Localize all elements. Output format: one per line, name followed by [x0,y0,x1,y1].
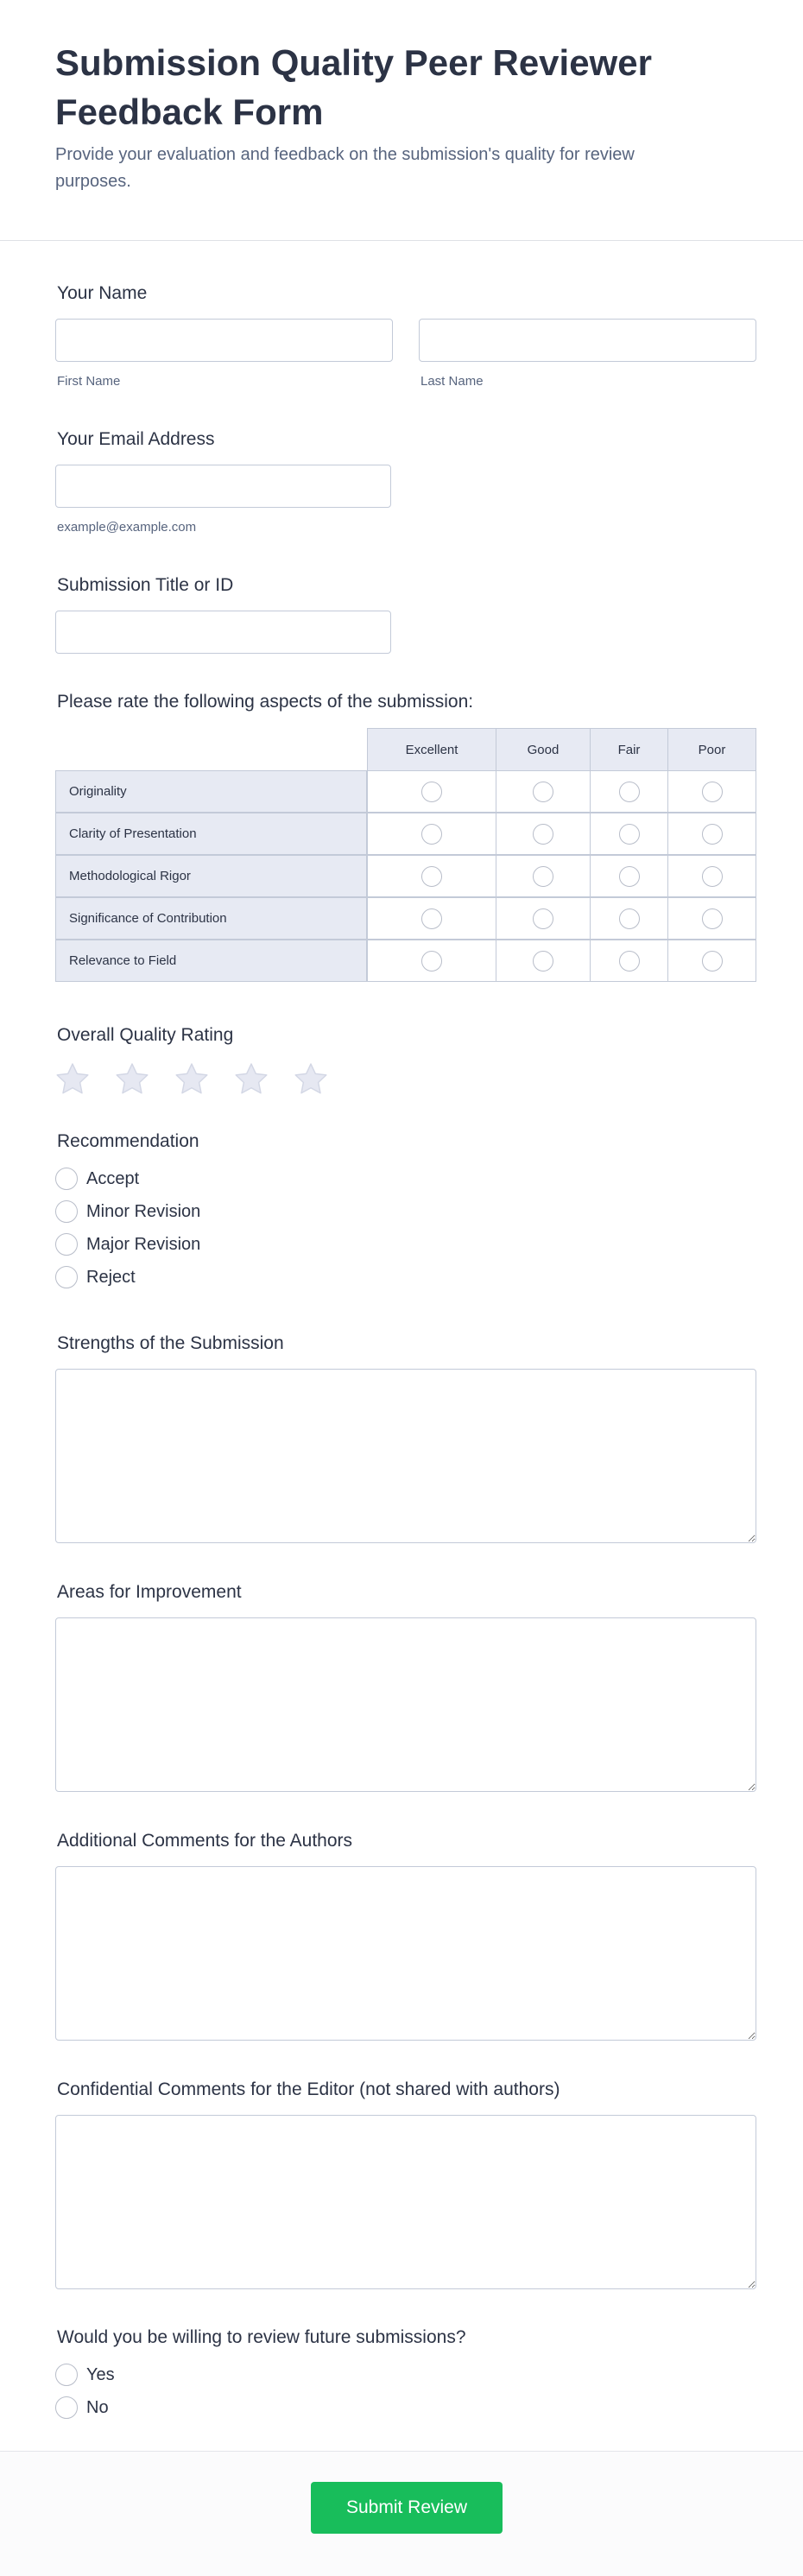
matrix-col-poor: Poor [667,728,756,771]
matrix-cell [667,855,756,897]
first-name-sublabel: First Name [57,374,121,389]
recommendation-radio[interactable] [55,1266,78,1288]
matrix-row-label: Significance of Contribution [55,897,367,940]
matrix-row-label: Methodological Rigor [55,855,367,897]
matrix-radio-excellent[interactable] [421,824,442,845]
matrix-row-label: Originality [55,770,367,813]
star-icon[interactable] [232,1060,270,1098]
matrix-row-label: Clarity of Presentation [55,813,367,855]
first-name-input[interactable] [55,319,393,362]
strengths-label: Strengths of the Submission [57,1333,284,1353]
matrix-cell [590,813,668,855]
email-sublabel: example@example.com [57,520,197,535]
name-label: Your Name [57,283,148,303]
comments-authors-label: Additional Comments for the Authors [57,1831,353,1851]
form-subtitle: Provide your evaluation and feedback on the submission's quality for review purposes. [55,145,635,191]
future-review-option-label: No [86,2398,109,2417]
matrix-cell [496,770,591,813]
matrix-radio-poor[interactable] [702,951,723,972]
matrix-cell [590,897,668,940]
matrix-cell [367,770,496,813]
star-icon[interactable] [54,1060,92,1098]
matrix-col-good: Good [496,728,591,771]
matrix-cell [667,940,756,982]
recommendation-option-label: Major Revision [86,1235,201,1254]
matrix-cell [590,855,668,897]
matrix-radio-excellent[interactable] [421,782,442,802]
matrix-radio-poor[interactable] [702,824,723,845]
comments-authors-textarea[interactable] [55,1866,756,2041]
recommendation-option[interactable] [55,1232,200,1256]
submit-review-button[interactable]: Submit Review [311,2482,503,2534]
matrix-cell [590,770,668,813]
strengths-textarea[interactable] [55,1369,756,1543]
future-review-radio[interactable] [55,2364,78,2386]
recommendation-option-label: Minor Revision [86,1202,201,1221]
recommendation-option-label: Accept [86,1169,140,1188]
matrix-row-label: Relevance to Field [55,940,367,982]
form-header [0,0,803,241]
matrix-radio-excellent[interactable] [421,951,442,972]
submission-id-label: Submission Title or ID [57,575,234,595]
recommendation-radio[interactable] [55,1168,78,1190]
matrix-cell [496,813,591,855]
matrix-radio-fair[interactable] [619,951,640,972]
matrix-radio-fair[interactable] [619,824,640,845]
matrix-cell [496,940,591,982]
matrix-radio-good[interactable] [533,866,553,887]
improvement-textarea[interactable] [55,1617,756,1792]
recommendation-option[interactable] [55,1199,200,1224]
matrix-cell [667,770,756,813]
future-review-option-label: Yes [86,2365,115,2384]
rating-label: Overall Quality Rating [57,1025,234,1045]
matrix-radio-good[interactable] [533,824,553,845]
matrix-cell [367,897,496,940]
star-icon[interactable] [292,1060,330,1098]
form-title: Submission Quality Peer Reviewer Feedback Form [55,42,652,132]
recommendation-radio[interactable] [55,1233,78,1256]
recommendation-radio[interactable] [55,1200,78,1223]
matrix-cell [496,855,591,897]
matrix-radio-good[interactable] [533,951,553,972]
recommendation-label: Recommendation [57,1131,199,1151]
matrix-radio-fair[interactable] [619,782,640,802]
recommendation-option-label: Reject [86,1268,136,1287]
matrix-cell [496,897,591,940]
matrix-label: Please rate the following aspects of the submission: [57,692,474,712]
matrix-radio-excellent[interactable] [421,908,442,929]
matrix-cell [367,855,496,897]
future-review-radio[interactable] [55,2396,78,2419]
matrix-cell [667,897,756,940]
comments-editor-label: Confidential Comments for the Editor (not shared with authors) [57,2079,560,2099]
matrix-radio-poor[interactable] [702,782,723,802]
matrix-radio-fair[interactable] [619,908,640,929]
matrix-cell [590,940,668,982]
future-review-option[interactable] [55,2396,109,2420]
matrix-radio-poor[interactable] [702,908,723,929]
email-label: Your Email Address [57,429,215,449]
matrix-radio-excellent[interactable] [421,866,442,887]
star-icon[interactable] [173,1060,211,1098]
last-name-sublabel: Last Name [420,374,484,389]
matrix-radio-fair[interactable] [619,866,640,887]
star-icon[interactable] [113,1060,151,1098]
improvement-label: Areas for Improvement [57,1582,242,1602]
recommendation-option[interactable] [55,1167,139,1191]
comments-editor-textarea[interactable] [55,2115,756,2289]
email-input[interactable] [55,465,391,508]
last-name-input[interactable] [419,319,756,362]
matrix-col-excellent: Excellent [367,728,496,771]
matrix-radio-poor[interactable] [702,866,723,887]
matrix-radio-good[interactable] [533,782,553,802]
future-review-option[interactable] [55,2363,115,2387]
future-review-label: Would you be willing to review future submissions? [57,2327,466,2347]
matrix-cell [367,940,496,982]
matrix-col-fair: Fair [590,728,668,771]
matrix-radio-good[interactable] [533,908,553,929]
recommendation-option[interactable] [55,1265,136,1289]
submission-id-input[interactable] [55,611,391,654]
matrix-cell [367,813,496,855]
matrix-cell [667,813,756,855]
